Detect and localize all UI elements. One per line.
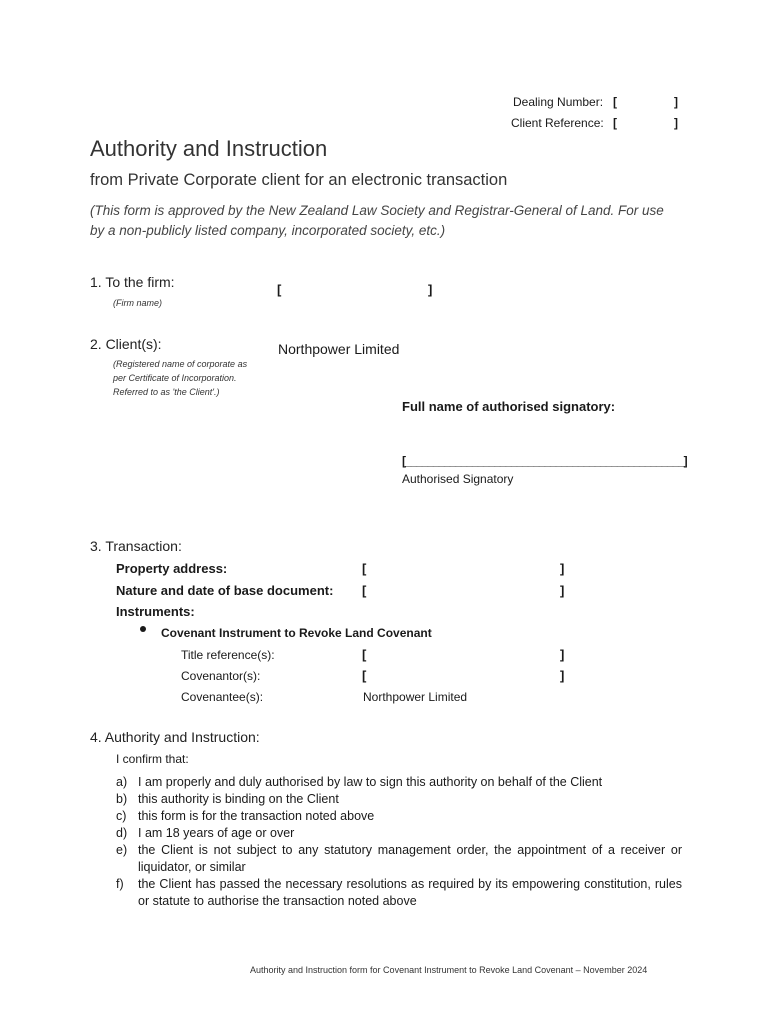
title-reference-label: Title reference(s):: [181, 648, 275, 662]
section4-heading: 4. Authority and Instruction:: [90, 729, 260, 745]
covenantor-close-bracket: ]: [560, 668, 565, 683]
list-item: [116, 808, 682, 825]
list-text: this form is for the transaction noted above: [138, 809, 375, 823]
list-text: I am properly and duly authorised by law to sign this authority on behalf of the Client: [138, 775, 603, 789]
list-marker: c): [116, 809, 127, 823]
client-name: Northpower Limited: [278, 341, 400, 357]
dealing-number-label: Dealing Number:: [513, 95, 604, 109]
list-text: this authority is binding on the Client: [138, 792, 339, 806]
dealing-number-close-bracket: ]: [674, 95, 678, 109]
title-reference-open-bracket: [: [362, 647, 367, 662]
covenantor-label: Covenantor(s):: [181, 669, 261, 683]
property-address-close-bracket: ]: [560, 561, 565, 576]
list-text: the Client is not subject to any statutory management order, the appointment of a receiver or liquidator, or similar: [138, 843, 682, 874]
client-note: [113, 357, 247, 399]
instruments-label: Instruments:: [116, 604, 195, 619]
section1-heading: 1. To the firm:: [90, 274, 175, 290]
page-subtitle: from Private Corporate client for an electronic transaction: [90, 171, 508, 189]
confirmation-list: [116, 774, 682, 910]
covenantee-value: Northpower Limited: [363, 690, 468, 704]
client-note-line: per Certificate of Incorporation.: [113, 373, 237, 383]
firm-name-note: (Firm name): [113, 298, 162, 308]
nature-close-bracket: ]: [560, 583, 565, 598]
list-marker: b): [116, 792, 128, 806]
title-reference-close-bracket: ]: [560, 647, 565, 662]
list-text: the Client has passed the necessary resolutions as required by its empowering constitution, rules or statute to authorise the transaction noted above: [138, 877, 682, 908]
nature-label: Nature and date of base document:: [116, 583, 334, 598]
signatory-heading: Full name of authorised signatory:: [402, 399, 616, 414]
firm-open-bracket: [: [277, 282, 282, 297]
signature-line: [__________________________________________________]: [402, 454, 687, 468]
list-item: [116, 791, 682, 808]
section2-heading: 2. Client(s):: [90, 336, 162, 352]
client-reference-label: Client Reference:: [511, 116, 604, 130]
list-marker: a): [116, 775, 128, 789]
firm-close-bracket: ]: [428, 282, 433, 297]
client-note-line: (Registered name of corporate as: [113, 359, 248, 369]
covenantor-open-bracket: [: [362, 668, 367, 683]
covenantee-label: Covenantee(s):: [181, 690, 264, 704]
property-address-label: Property address:: [116, 561, 228, 576]
instrument-name: Covenant Instrument to Revoke Land Covenant: [161, 626, 432, 640]
client-reference-close-bracket: ]: [674, 116, 678, 130]
nature-open-bracket: [: [362, 583, 367, 598]
list-item: [116, 842, 682, 876]
property-address-open-bracket: [: [362, 561, 367, 576]
intro-note: (This form is approved by the New Zealand Law Society and Registrar-General of Land. For use by a non-publicly listed company, incorporated society, etc.): [90, 203, 664, 238]
list-marker: f): [116, 877, 124, 891]
section3-heading: 3. Transaction:: [90, 538, 182, 554]
client-note-line: Referred to as 'the Client'.): [113, 387, 220, 397]
list-text: I am 18 years of age or over: [138, 826, 295, 840]
page-title: Authority and Instruction: [90, 136, 328, 161]
list-marker: d): [116, 826, 128, 840]
page-footer: Authority and Instruction form for Covenant Instrument to Revoke Land Covenant – November 2024: [250, 965, 648, 975]
dealing-number-open-bracket: [: [613, 95, 617, 109]
client-reference-open-bracket: [: [613, 116, 617, 130]
list-item: [116, 825, 682, 842]
list-marker: e): [116, 843, 128, 857]
list-item: [116, 876, 682, 910]
signature-caption: Authorised Signatory: [402, 472, 514, 486]
list-item: [116, 774, 682, 791]
confirm-intro: I confirm that:: [116, 752, 189, 766]
bullet-icon: [140, 626, 146, 632]
